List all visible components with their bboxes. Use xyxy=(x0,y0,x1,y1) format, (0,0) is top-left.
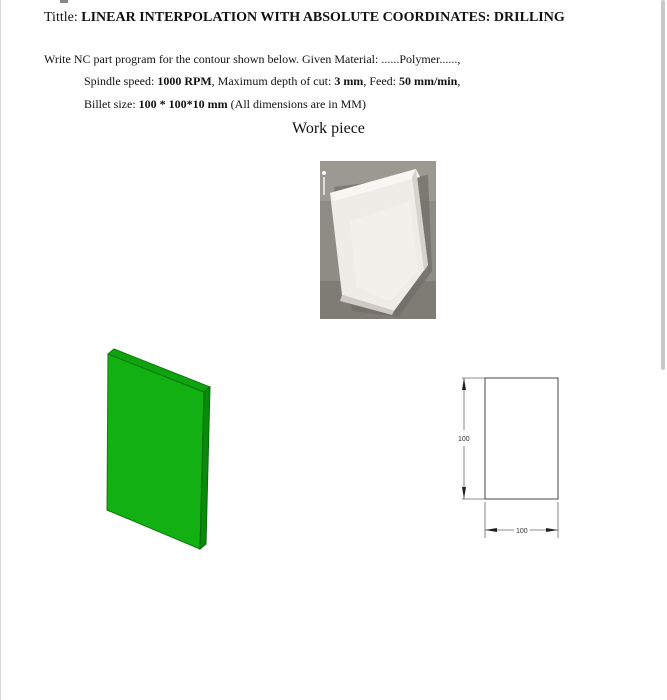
params-end: , xyxy=(457,74,461,88)
billet-line xyxy=(84,97,366,112)
isometric-part xyxy=(100,345,212,553)
billet-value: 100 * 100*10 mm xyxy=(138,97,228,111)
spindle-value: 1000 RPM xyxy=(157,74,212,88)
workpiece-caption: Work piece xyxy=(292,120,365,137)
width-dimension-label: 100 xyxy=(516,528,528,535)
instruction-text: Write NC part program for the contour shown below. Given Material: xyxy=(44,52,382,66)
document-title xyxy=(44,10,565,26)
dimension-drawing xyxy=(448,372,564,540)
material-value: ......Polymer......, xyxy=(381,52,461,66)
feed-label: , Feed: xyxy=(363,74,399,88)
height-dimension-label: 100 xyxy=(458,436,470,443)
spindle-label: Spindle speed: xyxy=(84,74,158,88)
parameters-line xyxy=(84,74,460,89)
title-main: LINEAR INTERPOLATION WITH ABSOLUTE COORDINATES: DRILLING xyxy=(81,10,565,25)
billet-label: Billet size: xyxy=(84,97,139,111)
page-top-mark xyxy=(60,0,68,3)
depth-label: , Maximum depth of cut: xyxy=(211,74,335,88)
workpiece-photo xyxy=(320,161,436,319)
depth-value: 3 mm xyxy=(334,74,364,88)
feed-value: 50 mm/min xyxy=(398,74,458,88)
scrollbar[interactable] xyxy=(661,0,665,370)
title-prefix: Tittle: xyxy=(44,10,82,25)
instruction-line xyxy=(44,52,460,67)
units-note: (All dimensions are in MM) xyxy=(227,97,366,111)
page-edge xyxy=(0,0,1,700)
